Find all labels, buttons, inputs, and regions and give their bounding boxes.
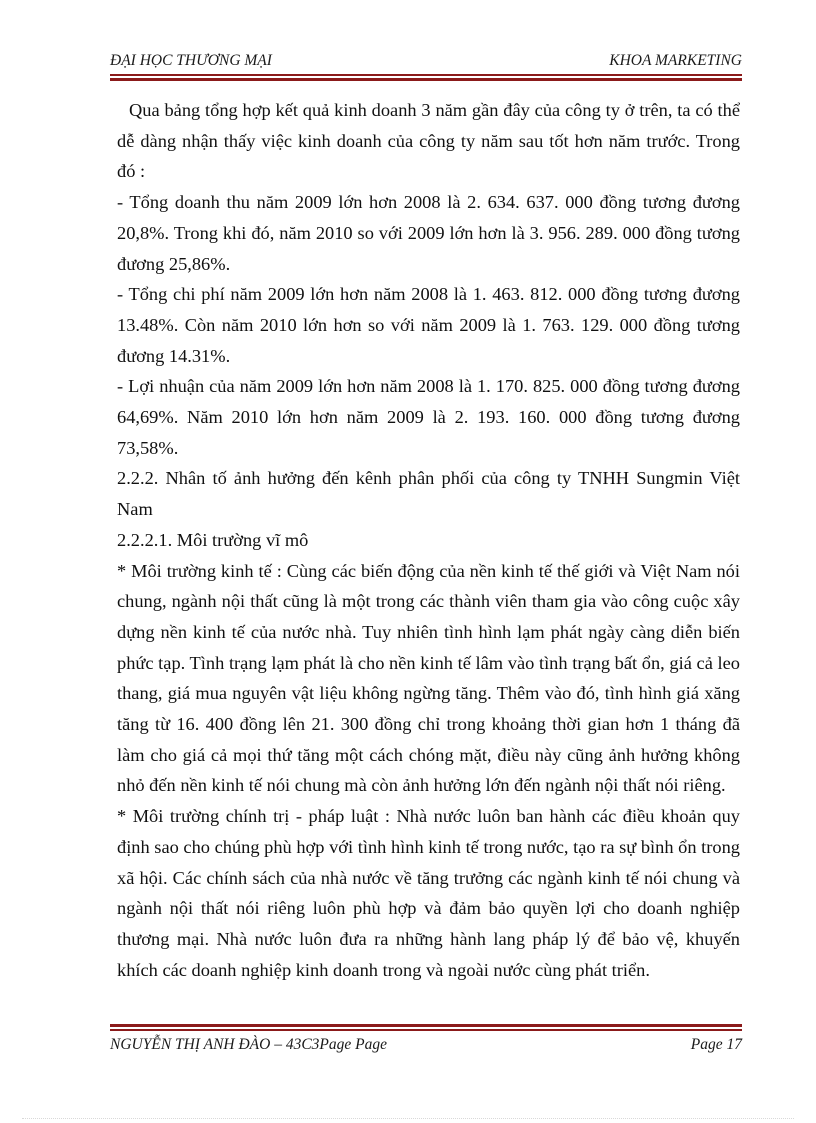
footer-author: NGUYỄN THỊ ANH ĐÀO – 43C3Page Page	[110, 1036, 387, 1053]
paragraph-profit: - Lợi nhuận của năm 2009 lớn hơn năm 2008 là 1. 170. 825. 000 đồng tương đương 64,69%. Năm 2010 lớn hơn năm 2009 là 2. 193. 160. 000 đồng tương đương 73,58%.	[117, 376, 740, 458]
paragraph-summary: Qua bảng tổng hợp kết quả kinh doanh 3 năm gần đây của công ty ở trên, ta có thể dễ dàng nhận thấy việc kinh doanh của công ty năm sau tốt hơn năm trước. Trong đó :	[117, 100, 740, 182]
paragraph-economic-environment: * Môi trường kinh tế : Cùng các biến động của nền kinh tế thế giới và Việt Nam nói chung, ngành nội thất cũng là một trong các thành viên tham gia vào công cuộc xây dựng nền kinh tế của nước nhà. Tuy nhiên tình hình lạm phát ngày càng diễn biến phức tạp. Tình trạng lạm phát là cho nền kinh tế lâm vào tình trạng bất ổn, giá cả leo thang, giá mua nguyên vật liệu không ngừng tăng. Thêm vào đó, tình hình giá xăng tăng từ 16. 400 đồng lên 21. 300 đồng chỉ trong khoảng thời gian hơn 1 tháng đã làm cho giá cả mọi thứ tăng một cách chóng mặt, điều này cũng ảnh hưởng không nhỏ đến nền kinh tế nói chung mà còn ảnh hưởng lớn đến ngành nội thất nói riêng.	[117, 560, 740, 796]
page-header	[110, 50, 742, 74]
body-text	[117, 95, 740, 985]
page-number: Page 17	[690, 1036, 742, 1053]
header-rule	[110, 74, 742, 81]
paragraph-revenue: - Tổng doanh thu năm 2009 lớn hơn 2008 là 2. 634. 637. 000 đồng tương đương 20,8%. Trong khi đó, năm 2010 so với 2009 lớn hơn là 3. 956. 289. 000 đồng tương đương 25,86%.	[117, 192, 740, 274]
paragraph-political-legal-environment: * Môi trường chính trị - pháp luật : Nhà nước luôn ban hành các điều khoản quy định sao cho chúng phù hợp với tình hình kinh tế trong nước, tạo ra sự bình ổn trong xã hội. Các chính sách của nhà nước về tăng trưởng các ngành kinh tế nói chung và ngành nội thất nói riêng luôn phù hợp và đảm bảo quyền lợi cho doanh nghiệp thương mại. Nhà nước luôn đưa ra những hành lang pháp lý để bảo vệ, khuyến khích các doanh nghiệp kinh doanh trong và ngoài nước cùng phát triển.	[117, 806, 740, 980]
page-footer	[110, 1036, 742, 1058]
paragraph-costs: - Tổng chi phí năm 2009 lớn hơn năm 2008 là 1. 463. 812. 000 đồng tương đương 13.48%. Còn năm 2010 lớn hơn so với năm 2009 là 1. 763. 129. 000 đồng tương đương 14.31%.	[117, 284, 740, 366]
section-heading-factors: 2.2.2. Nhân tố ảnh hưởng đến kênh phân phối của công ty TNHH Sungmin Việt Nam	[117, 468, 740, 520]
page-edge-divider	[22, 1118, 794, 1119]
footer-rule	[110, 1024, 742, 1031]
header-faculty: KHOA MARKETING	[609, 52, 742, 69]
subsection-heading-macro: 2.2.2.1. Môi trường vĩ mô	[117, 529, 309, 550]
header-university: ĐẠI HỌC THƯƠNG MẠI	[110, 52, 272, 69]
